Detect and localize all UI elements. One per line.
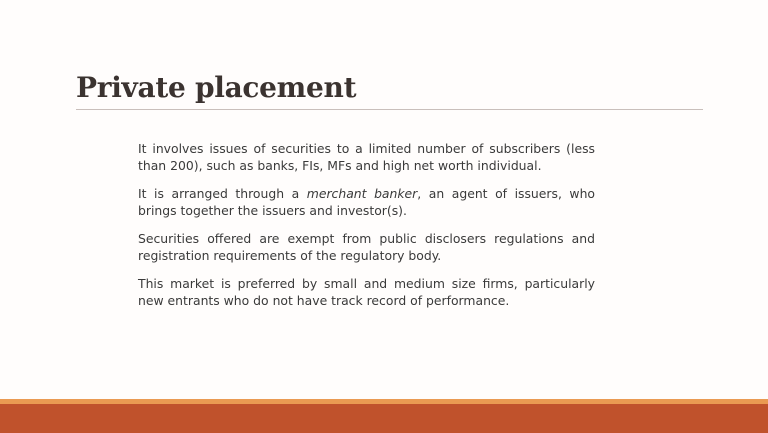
paragraph-subscribers: It involves issues of securities to a limited number of subscribers (less than 200), such as banks, FIs, MFs and high net worth individual. (138, 141, 595, 173)
paragraph-merchant-banker (138, 185, 595, 219)
paragraph-merchant-banker-lead: It is arranged through a (138, 186, 307, 201)
merchant-banker-term: merchant banker (306, 186, 418, 201)
paragraph-exemption: Securities offered are exempt from public disclosers regulations and registration requirements of the regulatory body. (138, 231, 595, 263)
paragraph-market-preference: This market is preferred by small and medium size firms, particularly new entrants who do not have track record of performance. (138, 276, 595, 308)
slide-title: Private placement (76, 71, 357, 104)
title-divider (76, 109, 703, 110)
slide-body (138, 140, 595, 320)
paragraph-merchant-banker-tail: , an agent of issuers, who brings together the issuers and investor(s). (138, 186, 595, 218)
footer-bar (0, 404, 768, 433)
